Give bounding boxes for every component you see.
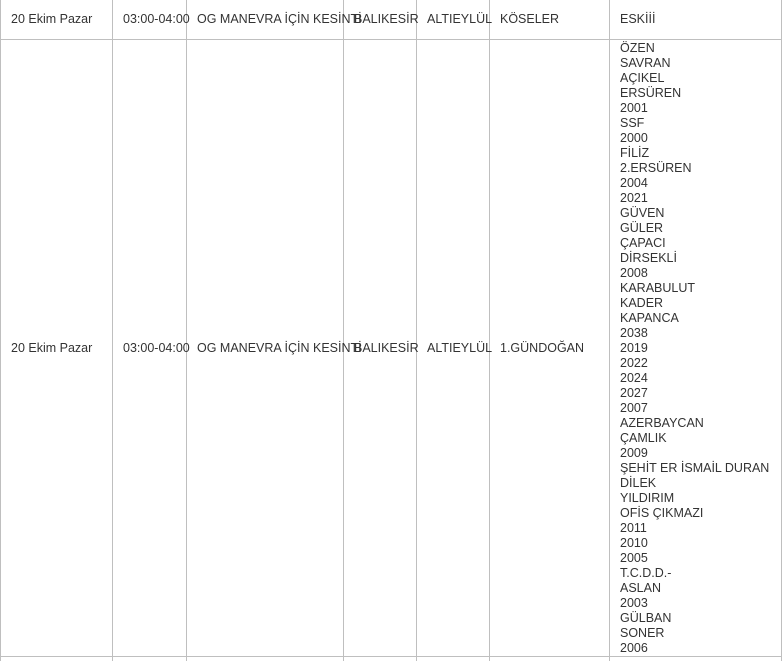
street-name: 2006 (620, 641, 781, 656)
street-name: OFİS ÇIKMAZI (620, 506, 781, 521)
street-name: 2011 (620, 521, 781, 536)
date-cell: 20 Ekim Pazar (1, 0, 113, 40)
street-name: ASLAN (620, 581, 781, 596)
table-row (1, 40, 782, 657)
street-name: KADER (620, 296, 781, 311)
empty-cell (1, 657, 113, 661)
street-name: KAPANCA (620, 311, 781, 326)
street-list (620, 41, 781, 656)
street-list-cell (610, 40, 782, 657)
empty-cell (344, 657, 417, 661)
street-name: 2005 (620, 551, 781, 566)
street-name: 2001 (620, 101, 781, 116)
street-cell: ESKİİİ (610, 0, 782, 40)
street-name: 2038 (620, 326, 781, 341)
street-name: FİLİZ (620, 146, 781, 161)
street-name: 2007 (620, 401, 781, 416)
street-name: 2022 (620, 356, 781, 371)
street-name: ŞEHİT ER İSMAİL DURAN (620, 461, 781, 476)
street-name: ERSÜREN (620, 86, 781, 101)
street-name: 2.ERSÜREN (620, 161, 781, 176)
street-name: 2024 (620, 371, 781, 386)
street-name: 2008 (620, 266, 781, 281)
street-name: 2004 (620, 176, 781, 191)
empty-cell (417, 657, 490, 661)
street-name: AÇIKEL (620, 71, 781, 86)
street-name: 2009 (620, 446, 781, 461)
street-name: KARABULUT (620, 281, 781, 296)
street-name: SAVRAN (620, 56, 781, 71)
street-name: AZERBAYCAN (620, 416, 781, 431)
date-cell: 20 Ekim Pazar (1, 40, 113, 657)
street-name: 2000 (620, 131, 781, 146)
neighborhood-cell: KÖSELER (490, 0, 610, 40)
street-name: GÜLER (620, 221, 781, 236)
province-cell: BALIKESİR (344, 40, 417, 657)
table-row (1, 0, 782, 40)
time-cell: 03:00-04:00 (113, 0, 187, 40)
empty-cell (187, 657, 344, 661)
district-cell: ALTIEYLÜL (417, 0, 490, 40)
street-name: DİRSEKLİ (620, 251, 781, 266)
empty-cell (490, 657, 610, 661)
reason-cell: OG MANEVRA İÇİN KESİNTİ (187, 0, 344, 40)
neighborhood-cell: 1.GÜNDOĞAN (490, 40, 610, 657)
street-name: T.C.D.D.- (620, 566, 781, 581)
street-name: SONER (620, 626, 781, 641)
street-name: ÇAMLIK (620, 431, 781, 446)
street-name: DİLEK (620, 476, 781, 491)
street-name: 2010 (620, 536, 781, 551)
street-name: 2003 (620, 596, 781, 611)
table-row (1, 657, 782, 661)
street-name: 2027 (620, 386, 781, 401)
street-name: YILDIRIM (620, 491, 781, 506)
street-name: GÜLBAN (620, 611, 781, 626)
street-name: 2021 (620, 191, 781, 206)
street-name: ÖZEN (620, 41, 781, 56)
empty-cell (113, 657, 187, 661)
time-cell: 03:00-04:00 (113, 40, 187, 657)
district-cell: ALTIEYLÜL (417, 40, 490, 657)
empty-cell (610, 657, 782, 661)
reason-cell: OG MANEVRA İÇİN KESİNTİ (187, 40, 344, 657)
street-name: GÜVEN (620, 206, 781, 221)
street-name: SSF (620, 116, 781, 131)
province-cell: BALIKESİR (344, 0, 417, 40)
street-name: ÇAPACI (620, 236, 781, 251)
street-name: 2019 (620, 341, 781, 356)
